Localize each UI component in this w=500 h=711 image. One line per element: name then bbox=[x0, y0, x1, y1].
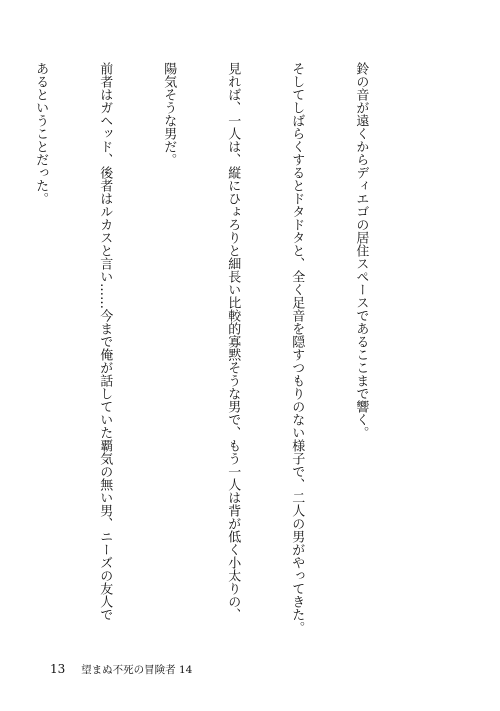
text-line: 陽気そうな男だ。 bbox=[161, 62, 177, 166]
text-line: 見れば、一人は、縦にひょろりと細長い比較的寡黙そうな男で、もう一人は背が低く小太りの、 bbox=[225, 62, 241, 621]
vertical-text-body bbox=[0, 62, 414, 634]
text-line: 前者はガヘッド、後者はルカスと言い……今まで俺が話していた覇気の無い男、ニーズの友人で bbox=[97, 62, 113, 621]
text-line: そしてしばらくするとドタドタと、全く足音を隠すつもりのない様子で、二人の男がやってきた。 bbox=[289, 62, 305, 634]
text-line: 鈴の音が遠くからディエゴの居住スペースであるここまで響く。 bbox=[353, 62, 369, 439]
running-title: 望まぬ不死の冒険者 14 bbox=[81, 664, 193, 676]
page-number: 13 bbox=[50, 662, 66, 676]
text-line: あるということだった。 bbox=[33, 62, 49, 205]
page-footer bbox=[50, 662, 192, 677]
